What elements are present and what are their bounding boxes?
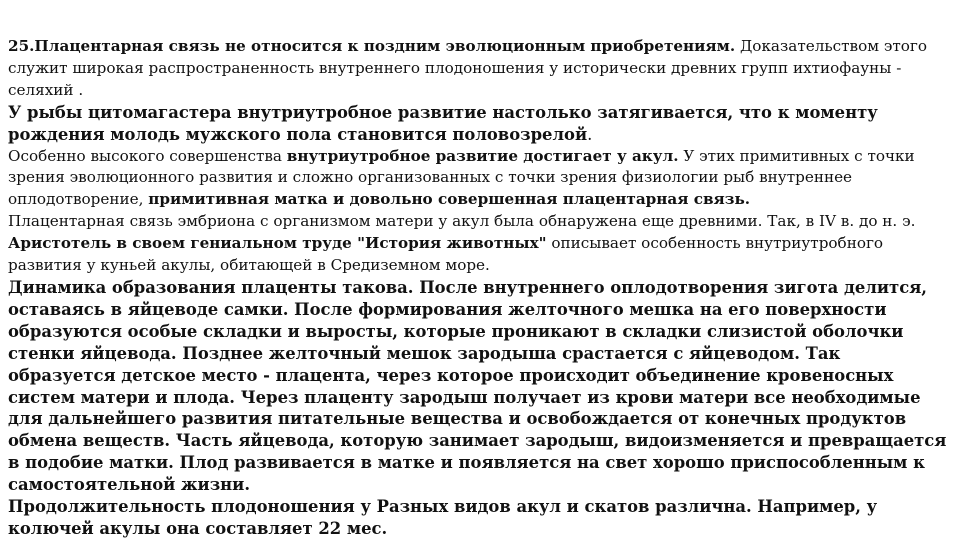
paragraph-3 bbox=[8, 146, 952, 212]
paragraph-2 bbox=[8, 102, 952, 146]
paragraph-1-text: Доказательством этого служит широкая распространенность внутреннего плодоношения у исторически древних групп ихтиофауны - селяхий . bbox=[8, 37, 928, 99]
paragraph-1-bold: 25.Плацентарная связь не относится к поздним эволюционным приобретениям. bbox=[8, 37, 736, 55]
paragraph-6-bold: Продолжительность плодоношения у Разных видов акул и скатов различна. Например, у колючей акулы она составляет 22 мес. bbox=[8, 497, 878, 538]
paragraph-1 bbox=[8, 36, 952, 102]
paragraph-4 bbox=[8, 211, 952, 277]
paragraph-3-text-start: Особенно высокого совершенства bbox=[8, 146, 287, 165]
paragraph-6 bbox=[8, 496, 952, 540]
text-block bbox=[8, 36, 952, 540]
paragraph-4-text-end: описывает особенность внутриутробного развития у куньей акулы, обитающей в Средиземном море. bbox=[8, 234, 884, 275]
paragraph-4-bold: Аристотель в своем гениальном труде "История животных" bbox=[8, 234, 547, 253]
paragraph-5 bbox=[8, 277, 952, 496]
paragraph-2-text: . bbox=[587, 124, 593, 144]
paragraph-3-bold-1: внутриутробное развитие достигает у акул. bbox=[286, 146, 679, 165]
paragraph-5-bold: Динамика образования плаценты такова. После внутреннего оплодотворения зигота делится, оставаясь в яйцеводе самки. После формирования желточного мешка на его поверхности образуются особые складки и выросты, которые проникают в складки слизистой оболочки стенки яйцевода. Позднее желточный мешок зародыша срастается с яйцеводом. Так образуется детское место - плацента, через которое происходит объединение кровеносных систем матери и плода. Через плаценту зародыш получает из крови матери все необходимые для дальнейшего развития питательные вещества и освобождается от конечных продуктов обмена веществ. Часть яйцевода, которую занимает зародыш, видоизменяется и превращается в подобие матки. Плод развивается в матке и появляется на свет хорошо приспособленным к самостоятельной жизни. bbox=[8, 277, 947, 495]
paragraph-4-text-start: Плацентарная связь эмбриона с организмом матери у акул была обнаружена еще древними. Так, в IV в. до н. э. bbox=[8, 212, 916, 231]
paragraph-3-bold-2: примитивная матка и довольно совершенная плацентарная связь. bbox=[148, 190, 751, 209]
paragraph-3-text-mid: У этих примитивных с точки зрения эволюционного развития и сложно организованных с точки зрения физиологии рыб внутреннее оплодотворение, bbox=[8, 146, 915, 209]
paragraph-2-bold: У рыбы цитомагастера внутриутробное развитие настолько затягивается, что к моменту рождения молодь мужского пола становится половозрелой bbox=[8, 102, 878, 144]
